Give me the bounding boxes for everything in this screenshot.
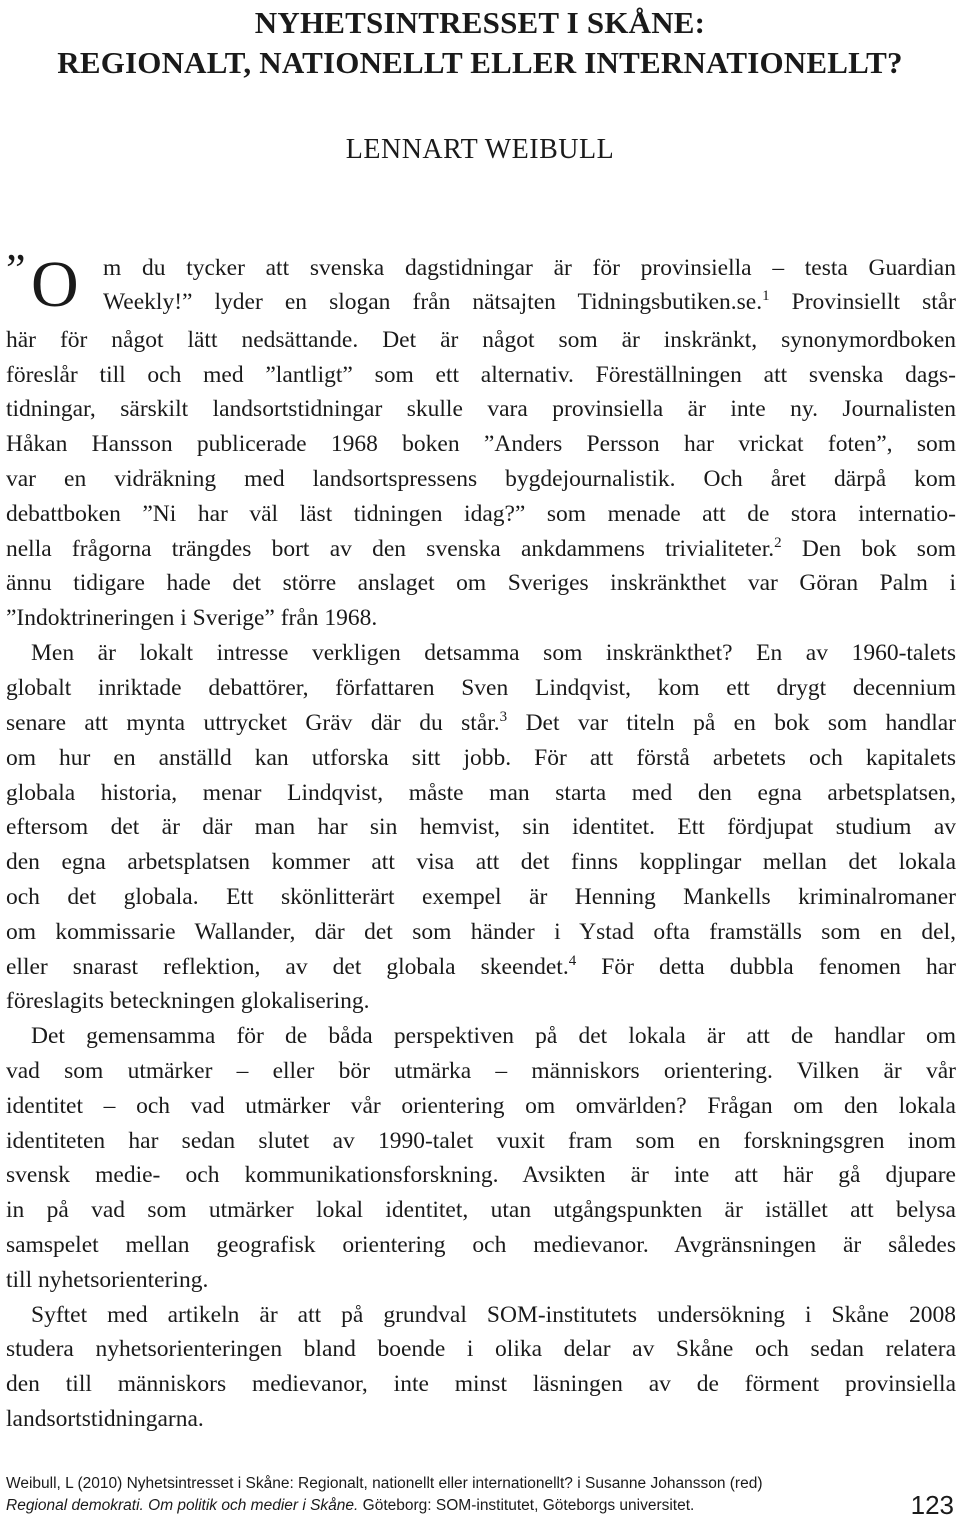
body-line: globalt inriktade debattörer, författaren Sven Lindqvist, kom ett drygt decennium: [6, 675, 956, 701]
body-line: om kommissarie Wallander, där det som händer i Ystad ofta framställs som en del,: [6, 919, 956, 945]
body-line: Weekly!” lyder en slogan från nätsajten Tidningsbutiken.se.$^1$ Provinsiellt står: [103, 288, 957, 315]
body-line: den egna arbetsplatsen kommer att visa att det finns kopplingar mellan det lokala: [6, 849, 956, 875]
body-line: tidningar, särskilt landsortstidningar skulle vara provinsiella är inte ny. Journalisten: [6, 396, 956, 422]
body-line: nella frågorna trängdes bort av den svenska ankdammens trivialiteter.$^2$ Den bok som: [6, 535, 956, 562]
citation-line2: Regional demokrati. Om politik och medier i Skåne. Göteborg: SOM-institutet, Göteborgs universitet.: [6, 1497, 695, 1514]
citation-line1: Weibull, L (2010) Nyhetsintresset i Skåne: Regionalt, nationellt eller internationellt? i Susanne Johansson (red): [6, 1475, 763, 1492]
opening-quote-mark: ”: [6, 245, 26, 294]
body-line: eller snarast reflektion, av det globala skeendet.$^4$ För detta dubbla fenomen har: [6, 953, 956, 980]
body-line: in på vad som utmärker lokal identitet, utan utgångspunkten är istället att belysa: [6, 1197, 956, 1223]
body-line: Men är lokalt intresse verkligen detsamma som inskränkthet? En av 1960-talets: [31, 640, 956, 666]
body-line: den till människors medievanor, inte minst läsningen av de förment provinsiella: [6, 1371, 956, 1397]
footnote-ref: 2: [774, 535, 782, 552]
body-line: Syftet med artikeln är att på grundval SOM-institutets undersökning i Skåne 2008: [31, 1302, 956, 1328]
body-line: ”Indoktrineringen i Sverige” från 1968.: [6, 605, 378, 631]
body-line: om hur en anställd kan utforska sitt jobb. För att förstå arbetets och kapitalets: [6, 745, 956, 771]
footnote-ref: 1: [762, 288, 770, 305]
body-line: landsortstidningarna.: [6, 1406, 204, 1432]
body-line: svensk medie- och kommunikationsforskning. Avsikten är inte att här gå djupare: [6, 1162, 956, 1188]
body-line: vad som utmärker – eller bör utmärka – människors orientering. Vilken är vår: [6, 1058, 956, 1084]
body-line: identitet – och vad utmärker vår orientering om omvärlden? Frågan om den lokala: [6, 1093, 956, 1119]
body-line: m du tycker att svenska dagstidningar är för provinsiella – testa Guardian: [103, 255, 956, 281]
drop-cap: O: [31, 248, 79, 321]
footnote-ref: 3: [499, 709, 508, 726]
article-title-line1: NYHETSINTRESSET I SKÅNE:: [254, 5, 706, 40]
citation-book-title: Regional demokrati. Om politik och medier i Skåne.: [6, 1497, 359, 1514]
body-line: identiteten har sedan slutet av 1990-talet vuxit fram som en forskningsgren inom: [6, 1128, 956, 1154]
body-line: globala historia, menar Lindqvist, måste man starta med den egna arbetsplatsen,: [6, 780, 956, 806]
body-line: studera nyhetsorienteringen bland boende i olika delar av Skåne och sedan relatera: [6, 1336, 956, 1362]
footnote-ref: 4: [568, 953, 577, 970]
body-line: eftersom det är där man har sin hemvist, sin identitet. Ett fördjupat studium av: [6, 814, 956, 840]
body-line: ännu tidigare hade det större anslaget om Sveriges inskränkthet var Göran Palm i: [6, 570, 956, 596]
body-line: föreslagits beteckningen glokalisering.: [6, 988, 370, 1014]
body-line: och det globala. Ett skönlitterärt exempel är Henning Mankells kriminalromaner: [6, 884, 956, 910]
body-line: samspelet mellan geografisk orientering och medievanor. Avgränsningen är således: [6, 1232, 956, 1258]
article-title-line2: REGIONALT, NATIONELLT ELLER INTERNATIONELLT?: [57, 45, 903, 80]
body-line: här för något lätt nedsättande. Det är något som är inskränkt, synonymordboken: [6, 327, 956, 353]
page-number: 123: [910, 1490, 954, 1520]
body-line: senare att mynta uttrycket Gräv där du står.$^3$ Det var titeln på en bok som handlar: [6, 709, 956, 736]
body-line: föreslår till och med ”lantligt” som ett alternativ. Föreställningen att svenska dags-: [6, 362, 956, 388]
body-line: debattboken ”Ni har väl läst tidningen idag?” som menade att de stora internatio-: [6, 501, 956, 527]
body-line: Det gemensamma för de båda perspektiven på det lokala är att de handlar om: [31, 1023, 956, 1049]
author-name: LENNART WEIBULL: [345, 134, 615, 165]
body-line: till nyhetsorientering.: [6, 1267, 209, 1293]
body-line: Håkan Hansson publicerade 1968 boken ”Anders Persson har vrickat foten”, som: [6, 431, 956, 457]
body-line: var en vidräkning med landsortspressens bygdejournalistik. Och året därpå kom: [6, 466, 956, 492]
